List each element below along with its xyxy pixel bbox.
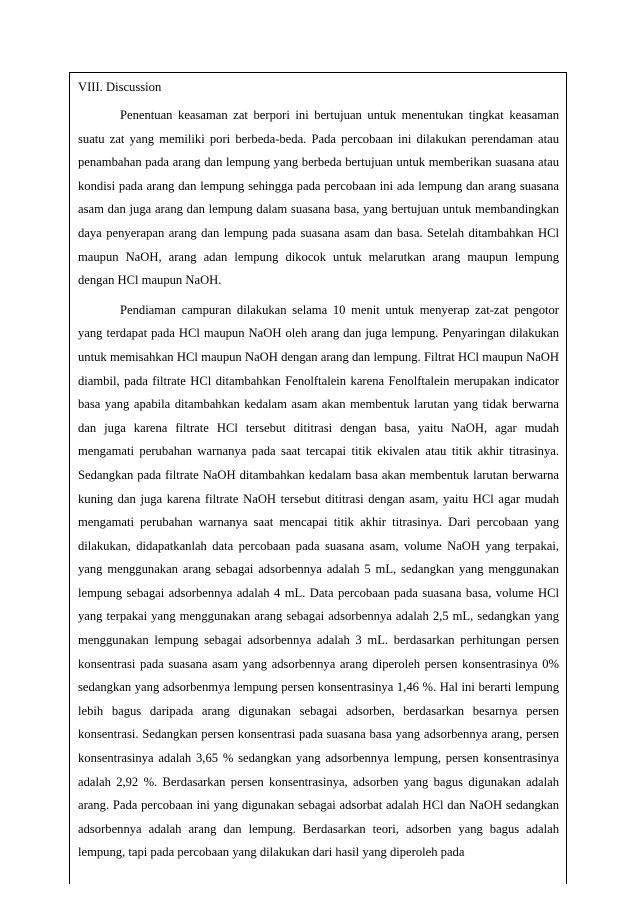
section-heading: VIII. Discussion xyxy=(78,80,162,94)
paragraph-2: Pendiaman campuran dilakukan selama 10 menit untuk menyerap zat-zat pengotor yang terdapat pada HCl maupun NaOH oleh arang dan juga lempung. Penyaringan dilakukan untuk memisahkan HCl maupun NaOH dengan arang dan lempung. Filtrat HCl maupun NaOH diambil, pada filtrate HCl ditambahkan Fenolftalein karena Fenolftalein merupakan indicator basa yang apabila ditambahkan kedalam asam akan membentuk larutan yang tidak berwarna dan juga karena filtrate HCl tersebut dititrasi dengan basa, yaitu NaOH, agar mudah mengamati perubahan warnanya pada saat tercapai titik ekivalen atau titik akhir titrasinya. Sedangkan pada filtrate NaOH ditambahkan kedalam basa akan membentuk larutan berwarna kuning dan juga karena filtrate NaOH tersebut dititrasi dengan asam, yaitu HCl agar mudah mengamati perubahan warnanya saat mencapai titik akhir titrasinya. Dari percobaan yang dilakukan, didapatkanlah data percobaan pada suasana asam, volume NaOH yang terpakai, yang menggunakan arang sebagai adsorbennya adalah 5 mL, sedangkan yang menggunakan lempung sebagai adsorbennya adalah 4 mL. Data percobaan pada suasana basa, volume HCl yang terpakai yang menggunakan arang sebagai adsorbennya adalah 2,5 mL, sedangkan yang menggunakan lempung sebagai adsorbennya adalah 3 mL. berdasarkan perhitungan persen konsentrasi pada suasana asam yang adsorbennya arang diperoleh persen konsentrasinya 0% sedangkan yang adsorbenmya lempung persen konsentrasinya 1,46 %. Hal ini berarti lempung lebih bagus daripada arang digunakan sebagai adsorben, berdasarkan besarnya persen konsentrasi. Sedangkan persen konsentrasi pada suasana basa yang adsorbennya arang, persen konsentrasinya adalah 3,65 % sedangkan yang adsorbennya lempung, persen konsentrasinya adalah 2,92 %. Berdasarkan persen konsentrasinya, adsorben yang bagus digunakan adalah arang. Pada percobaan ini yang digunakan sebagai adsorbat adalah HCl dan NaOH sedangkan adsorbennya adalah arang dan lempung. Berdasarkan teori, adsorben yang bagus adalah lempung, tapi pada percobaan yang dilakukan dari hasil yang diperoleh pada xyxy=(78,302,559,860)
discussion-section xyxy=(69,72,567,884)
paragraph-1: Penentuan keasaman zat berpori ini bertujuan untuk menentukan tingkat keasaman suatu zat yang memiliki pori berbeda-beda. Pada percobaan ini dilakukan perendaman atau penambahan pada arang dan lempung yang berbeda bertujuan untuk memberikan suasana atau kondisi pada arang dan lempung sehingga pada percobaan ini ada lempung dan arang suasana asam dan juga arang dan lempung dalam suasana basa, yang bertujuan untuk membandingkan daya penyerapan arang dan lempung pada suasana asam dan basa. Setelah ditambahkan HCl maupun NaOH, arang adan lempung dikocok untuk melarutkan arang maupun lempung dengan HCl maupun NaOH. xyxy=(78,108,559,288)
